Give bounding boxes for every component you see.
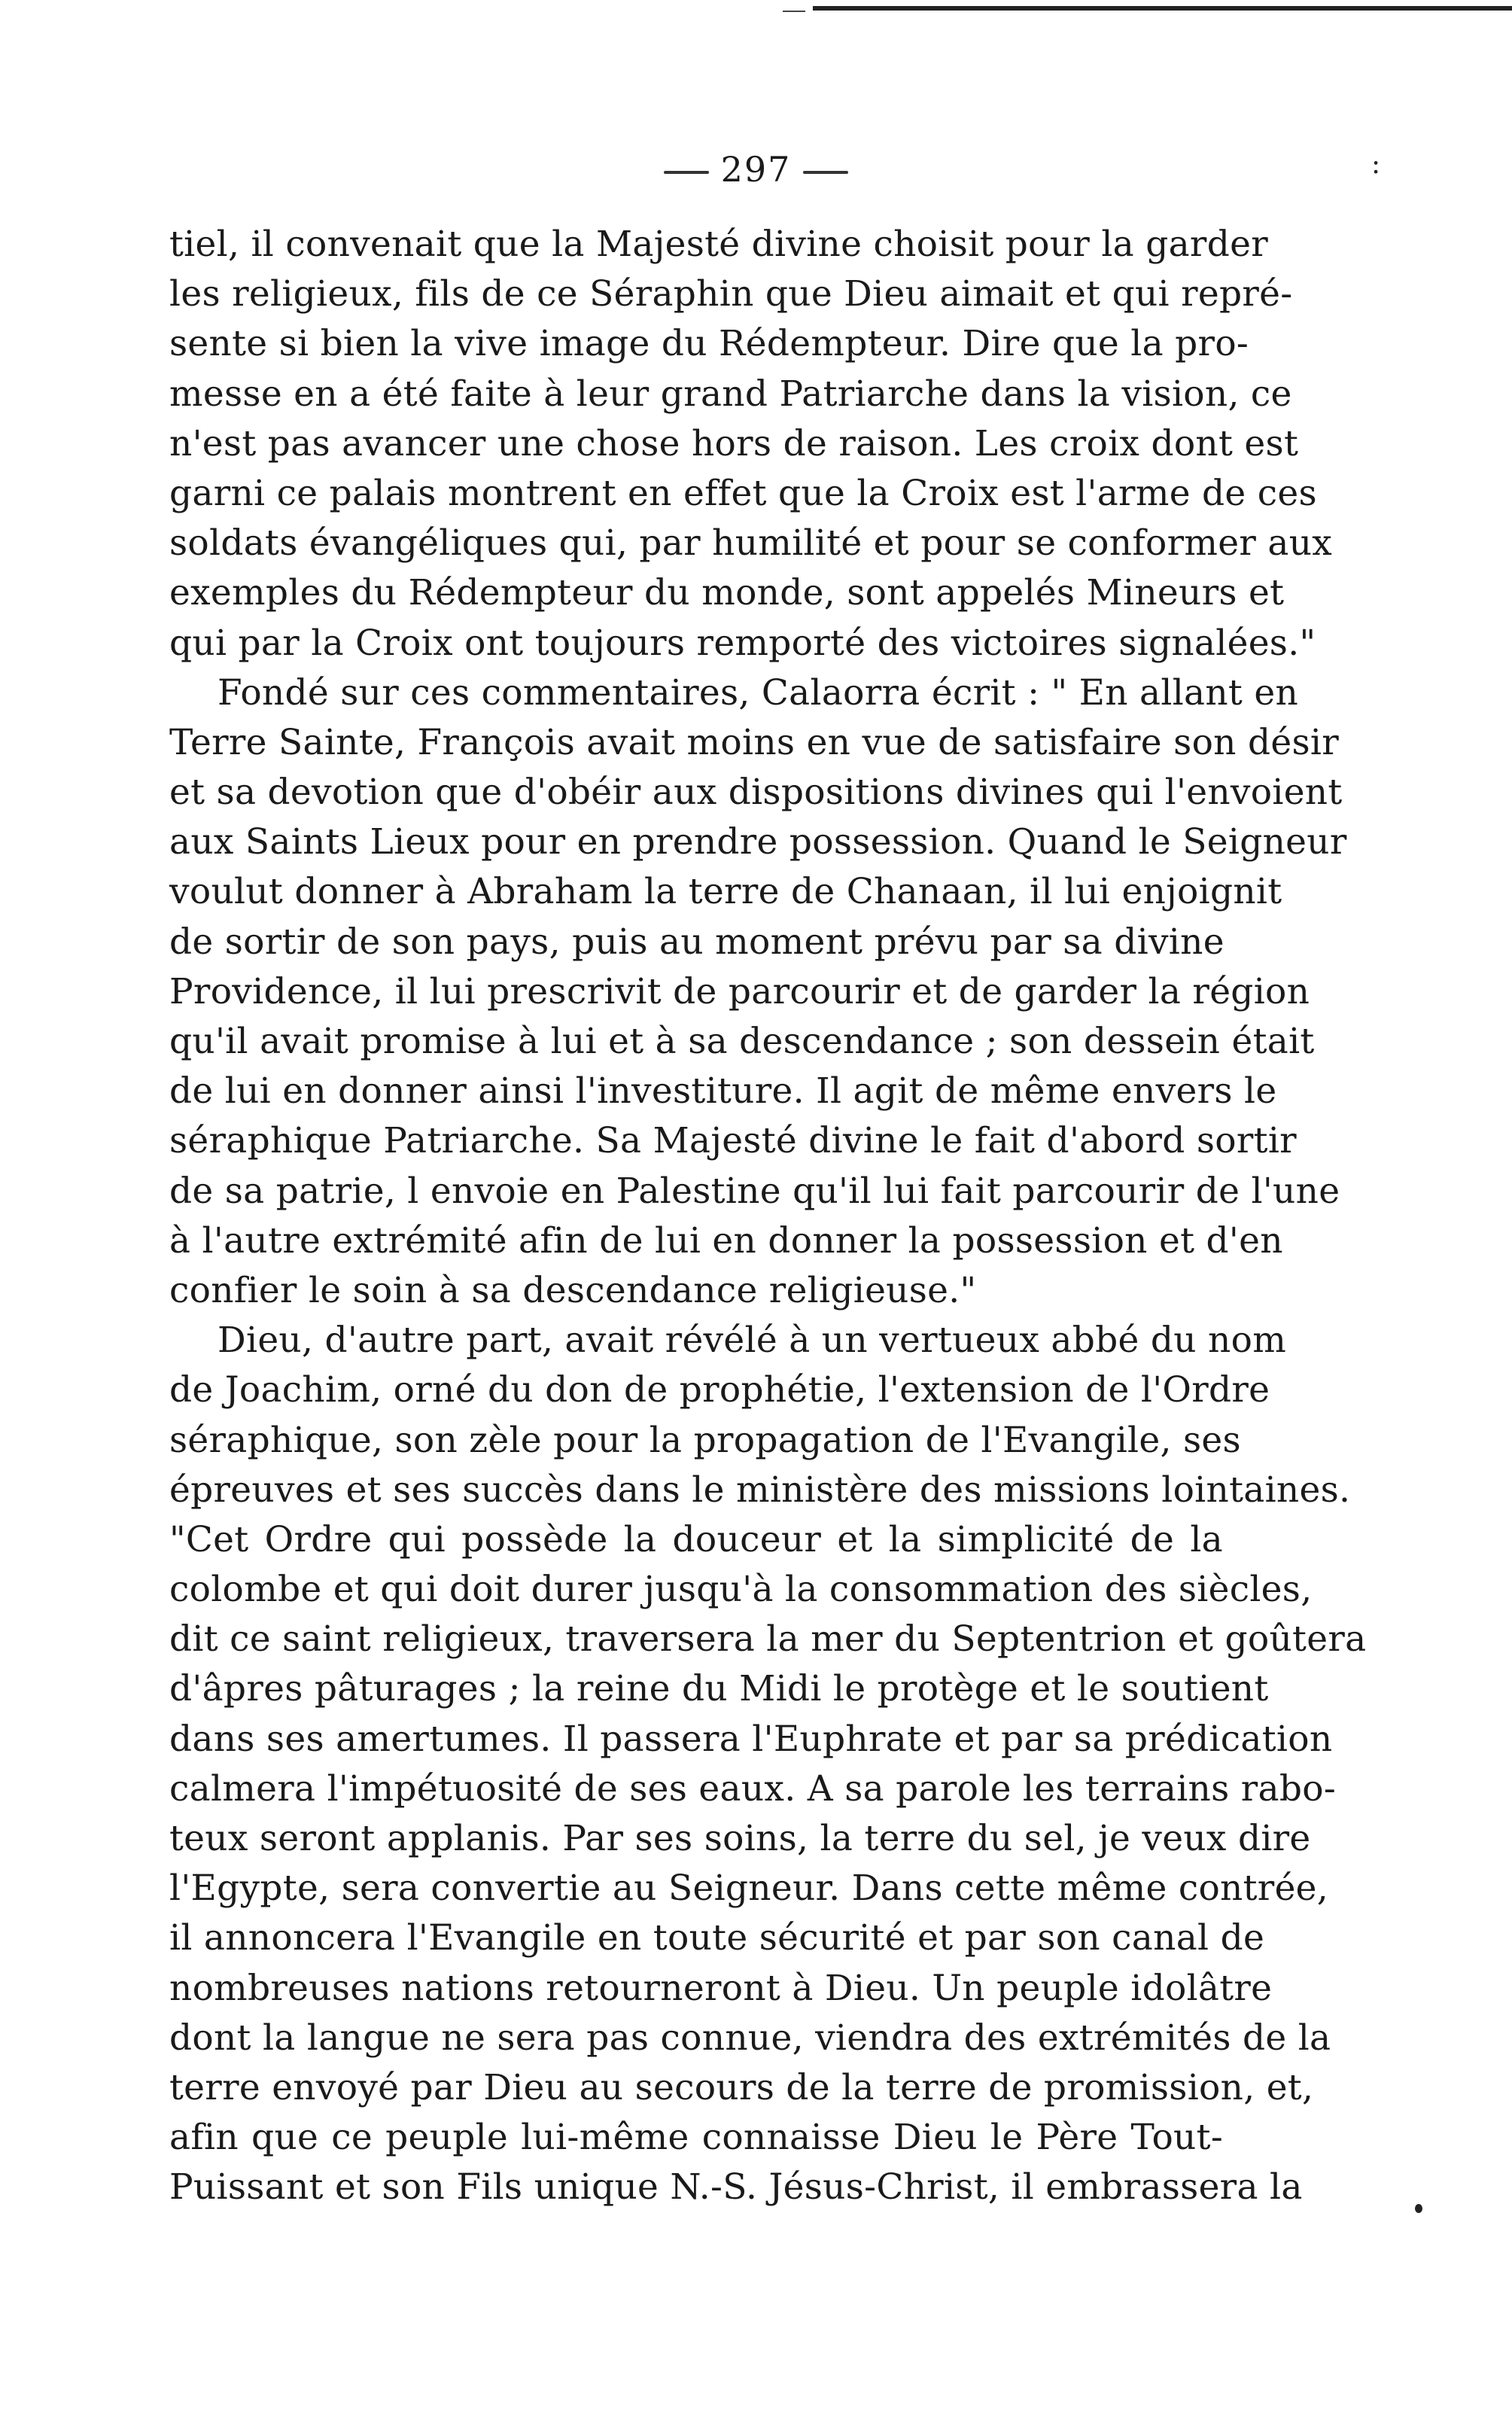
text-line: "Cet Ordre qui possède la douceur et la simplicité de la [169,1518,1223,1560]
text-line: dans ses amertumes. Il passera l'Euphrate et par sa prédication [169,1718,1333,1760]
text-line: exemples du Rédempteur du monde, sont appelés Mineurs et [169,572,1285,614]
text-line: Providence, il lui prescrivit de parcourir et de garder la région [169,970,1310,1012]
text-line: qui par la Croix ont toujours remporté des victoires signalées." [169,622,1316,664]
text-line: sente si bien la vive image du Rédempteur. Dire que la pro- [169,323,1249,365]
text-line: dit ce saint religieux, traversera la mer du Septentrion et goûtera [169,1618,1367,1661]
text-line: garni ce palais montrent en effet que la Croix est l'arme de ces [169,472,1317,514]
margin-mark: : [1371,149,1381,180]
text-line: Terre Sainte, François avait moins en vue de satisfaire son désir [169,721,1339,763]
text-line: Fondé sur ces commentaires, Calaorra écrit : " En allant en [218,671,1299,714]
right-ornament [803,171,848,174]
left-ornament [664,171,709,174]
text-line: il annoncera l'Evangile en toute sécurité et par son canal de [169,1917,1265,1959]
text-line: dont la langue ne sera pas connue, viendra des extrémités de la [169,2017,1331,2059]
text-line: d'âpres pâturages ; la reine du Midi le protège et le soutient [169,1668,1269,1710]
text-line: nombreuses nations retourneront à Dieu. Un peuple idolâtre [169,1967,1273,2009]
text-line: confier le soin à sa descendance religieuse." [169,1269,977,1311]
text-line: afin que ce peuple lui-même connaisse Dieu le Père Tout- [169,2117,1223,2159]
text-line: soldats évangéliques qui, par humilité et pour se conformer aux [169,522,1333,565]
text-line: de lui en donner ainsi l'investiture. Il agit de même envers le [169,1070,1277,1113]
text-line: tiel, il convenait que la Majesté divine choisit pour la garder [169,224,1268,265]
body-text [169,220,1367,2213]
text-line: l'Egypte, sera convertie au Seigneur. Dans cette même contrée, [169,1868,1329,1910]
margin-dot [1415,2204,1422,2213]
text-line: qu'il avait promise à lui et à sa descendance ; son dessein était [169,1021,1315,1062]
text-line: et sa devotion que d'obéir aux dispositions divines qui l'envoient [169,772,1343,814]
text-line: n'est pas avancer une chose hors de raison. Les croix dont est [169,422,1299,464]
text-line: épreuves et ses succès dans le ministère des missions lointaines. [169,1469,1351,1511]
top-rule-short [783,11,805,12]
text-line: voulut donner à Abraham la terre de Chanaan, il lui enjoignit [169,871,1282,913]
text-line: aux Saints Lieux pour en prendre possession. Quand le Seigneur [169,821,1347,863]
text-line: colombe et qui doit durer jusqu'à la consommation des siècles, [169,1569,1313,1611]
text-line: de sortir de son pays, puis au moment prévu par sa divine [169,921,1225,963]
text-line: séraphique, son zèle pour la propagation de l'Evangile, ses [169,1419,1241,1461]
text-line: terre envoyé par Dieu au secours de la terre de promission, et, [169,2066,1314,2108]
text-line: Dieu, d'autre part, avait révélé à un vertueux abbé du nom [218,1320,1287,1362]
text-line: calmera l'impétuosité de ses eaux. A sa parole les terrains rabo- [169,1767,1337,1810]
top-rule [813,6,1512,11]
text-line: les religieux, fils de ce Séraphin que Dieu aimait et qui repré- [169,273,1293,315]
text-line: Puissant et son Fils unique N.-S. Jésus-Christ, il embrassera la [169,2166,1303,2209]
text-line: séraphique Patriarche. Sa Majesté divine le fait d'abord sortir [169,1120,1297,1162]
text-line: à l'autre extrémité afin de lui en donner la possession et d'en [169,1219,1283,1262]
page-header [0,149,1512,190]
text-line: teux seront applanis. Par ses soins, la terre du sel, je veux dire [169,1818,1311,1859]
page-number: 297 [720,149,792,190]
text-line: messe en a été faite à leur grand Patriarche dans la vision, ce [169,373,1292,415]
text-line: de Joachim, orné du don de prophétie, l'extension de l'Ordre [169,1369,1270,1411]
text-line: de sa patrie, l envoie en Palestine qu'il lui fait parcourir de l'une [169,1170,1340,1212]
